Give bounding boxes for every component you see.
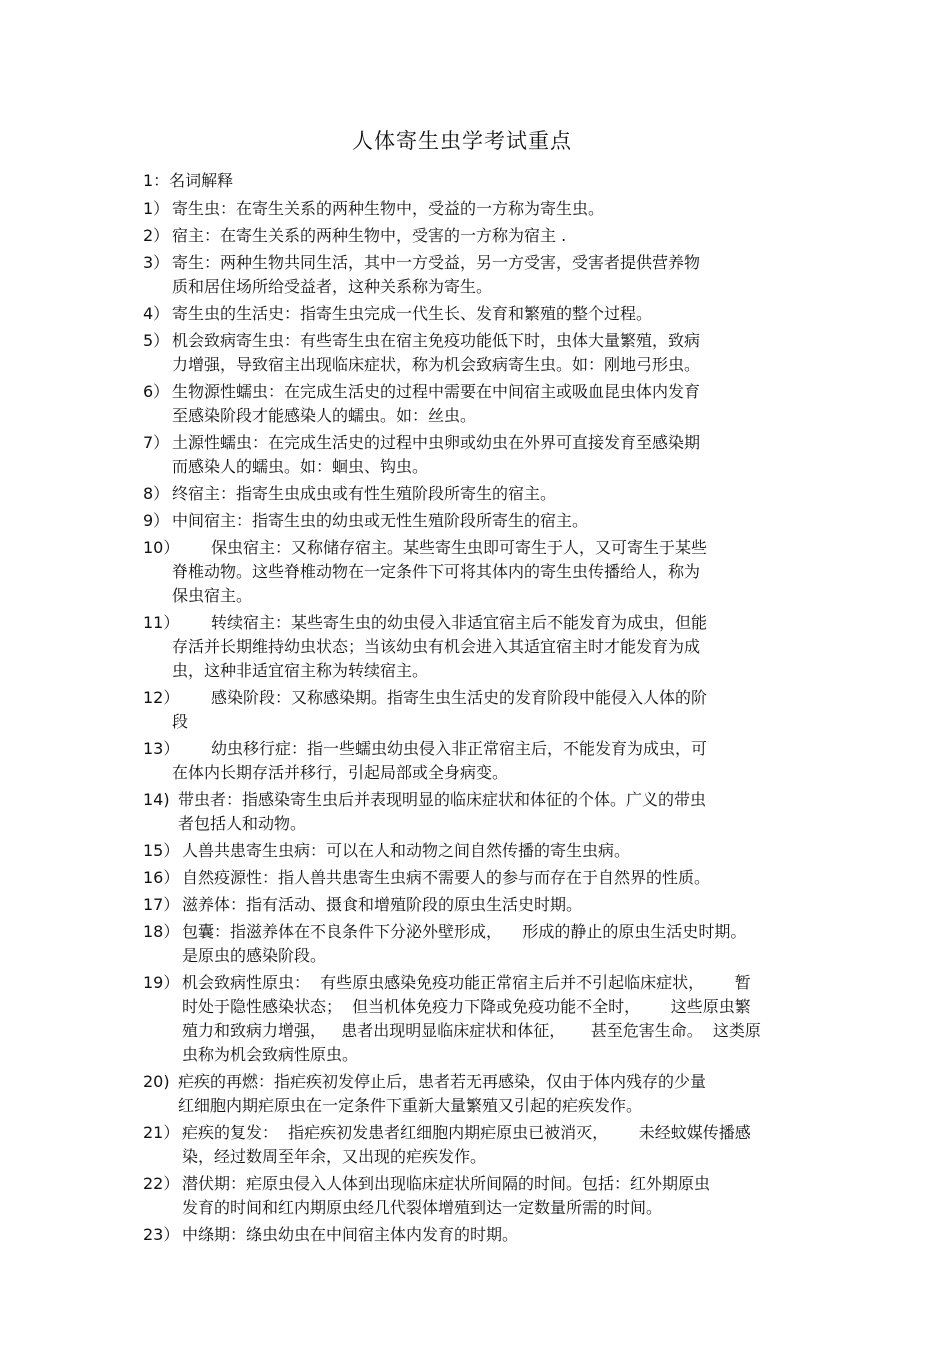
entry-line: 脊椎动物。这些脊椎动物在一定条件下可将其体内的寄生虫传播给人，称为: [172, 562, 701, 581]
entry-line: 寄生虫：在寄生关系的两种生物中，受益的一方称为寄生虫。: [172, 199, 605, 218]
entry-number: 3）: [143, 253, 170, 272]
entry-number: 14): [143, 790, 170, 809]
entry-line: 生物源性蠕虫：在完成生活史的过程中需要在中间宿主或吸血昆虫体内发育: [172, 382, 701, 401]
entry-number: 11）: [143, 613, 180, 632]
entry-number: 8）: [143, 484, 170, 503]
definition-entry: [143, 431, 823, 479]
entry-list: [143, 197, 823, 1247]
entry-line: 寄生虫的生活史：指寄生虫完成一代生长、发育和繁殖的整个过程。: [172, 304, 653, 323]
entry-line: 在体内长期存活并移行，引起局部或全身病变。: [172, 763, 509, 782]
entry-number: 2）: [143, 226, 170, 245]
definition-entry: [143, 1070, 823, 1118]
entry-number: 18）: [143, 922, 180, 941]
definition-entry: [143, 224, 823, 248]
entry-number: 22）: [143, 1174, 180, 1193]
definition-entry: [143, 1172, 823, 1220]
definition-entry: [143, 302, 823, 326]
entry-line: 力增强，导致宿主出现临床症状，称为机会致病寄生虫。如：刚地弓形虫。: [172, 355, 701, 374]
entry-text: [182, 1121, 751, 1169]
entry-number: 10）: [143, 538, 180, 557]
entry-line: 转续宿主：某些寄生虫的幼虫侵入非适宜宿主后不能发育为成虫，但能: [211, 613, 708, 632]
definition-entry: [143, 839, 823, 863]
entry-text: [172, 737, 708, 785]
entry-line: 时处于隐性感染状态； 但当机体免疫力下降或免疫功能不全时， 这些原虫繁: [182, 997, 751, 1016]
entry-line: 虫，这种非适宜宿主称为转续宿主。: [172, 661, 429, 680]
entry-text: [178, 788, 706, 836]
entry-number: 7）: [143, 433, 170, 452]
entry-number: 21）: [143, 1123, 180, 1142]
entry-line: 发育的时间和红内期原虫经几代裂体增殖到达一定数量所需的时间。: [182, 1198, 663, 1217]
entry-number: 12）: [143, 688, 180, 707]
entry-number: 9）: [143, 511, 170, 530]
entry-line: 段: [172, 712, 189, 731]
definition-entry: [143, 611, 823, 683]
entry-text: [182, 1223, 518, 1247]
entry-text: [182, 866, 710, 890]
entry-line: 中绦期：绦虫幼虫在中间宿主体内发育的时期。: [182, 1225, 519, 1244]
definition-entry: [143, 971, 823, 1067]
entry-line: 人兽共患寄生虫病：可以在人和动物之间自然传播的寄生虫病。: [182, 841, 631, 860]
entry-line: 幼虫移行症：指一些蠕虫幼虫侵入非正常宿主后，不能发育为成虫，可: [211, 739, 708, 758]
entry-line: 土源性蠕虫：在完成生活史的过程中虫卵或幼虫在外界可直接发育至感染期: [172, 433, 701, 452]
definition-entry: [143, 329, 823, 377]
entry-text: [172, 431, 700, 479]
entry-text: [172, 224, 566, 248]
entry-text: [182, 893, 582, 917]
definition-entry: [143, 1121, 823, 1169]
entry-number: 19）: [143, 973, 180, 992]
entry-text: [182, 920, 746, 968]
entry-line: 而感染人的蠕虫。如：蛔虫、钩虫。: [172, 457, 429, 476]
entry-line: 至感染阶段才能感染人的蠕虫。如：丝虫。: [172, 406, 477, 425]
entry-line: 自然疫源性：指人兽共患寄生虫病不需要人的参与而存在于自然界的性质。: [182, 868, 711, 887]
entry-line: 机会致病性原虫： 有些原虫感染免疫功能正常宿主后并不引起临床症状， 暂: [182, 973, 751, 992]
entry-line: 寄生：两种生物共同生活，其中一方受益，另一方受害，受害者提供营养物: [172, 253, 701, 272]
entry-text: [172, 536, 708, 608]
entry-text: [182, 839, 630, 863]
entry-line: 者包括人和动物。: [178, 814, 307, 833]
entry-number: 13）: [143, 739, 180, 758]
definition-entry: [143, 737, 823, 785]
entry-line: 宿主：在寄生关系的两种生物中，受害的一方称为宿主 .: [172, 226, 567, 245]
entry-text: [178, 1070, 706, 1118]
entry-text: [172, 380, 700, 428]
entry-text: [172, 329, 700, 377]
definition-entry: [143, 686, 823, 734]
section-heading: 1：名词解释: [143, 171, 234, 190]
definition-entry: [143, 866, 823, 890]
entry-number: 1）: [143, 199, 170, 218]
definition-entry: [143, 482, 823, 506]
entry-text: [182, 1172, 710, 1220]
entry-line: 疟疾的复发： 指疟疾初发患者红细胞内期疟原虫已被消灭， 未经蚊媒传播感: [182, 1123, 751, 1142]
entry-text: [172, 197, 604, 221]
entry-line: 潜伏期：疟原虫侵入人体到出现临床症状所间隔的时间。包括：红外期原虫: [182, 1174, 711, 1193]
entry-number: 16）: [143, 868, 180, 887]
entry-text: [172, 509, 588, 533]
document-title: 人体寄生虫学考试重点: [352, 129, 572, 153]
entry-number: 5）: [143, 331, 170, 350]
entry-text: [172, 686, 708, 734]
definition-entry: [143, 893, 823, 917]
definition-entry: [143, 920, 823, 968]
entry-number: 17）: [143, 895, 180, 914]
entry-line: 存活并长期维持幼虫状态；当该幼虫有机会进入其适宜宿主时才能发育为成: [172, 637, 701, 656]
entry-line: 染，经过数周至年余，又出现的疟疾发作。: [182, 1147, 487, 1166]
entry-number: 4）: [143, 304, 170, 323]
definition-entry: [143, 509, 823, 533]
document-body: [143, 169, 823, 1250]
entry-line: 终宿主：指寄生虫成虫或有性生殖阶段所寄生的宿主。: [172, 484, 557, 503]
entry-line: 中间宿主：指寄生虫的幼虫或无性生殖阶段所寄生的宿主。: [172, 511, 589, 530]
entry-number: 23）: [143, 1225, 180, 1244]
entry-line: 是原虫的感染阶段。: [182, 946, 327, 965]
entry-line: 质和居住场所给受益者，这种关系称为寄生。: [172, 277, 493, 296]
definition-entry: [143, 380, 823, 428]
entry-line: 殖力和致病力增强， 患者出现明显临床症状和体征， 甚至危害生命。 这类原: [182, 1021, 761, 1040]
definition-entry: [143, 251, 823, 299]
entry-number: 20): [143, 1072, 170, 1091]
definition-entry: [143, 197, 823, 221]
entry-text: [182, 971, 761, 1067]
entry-line: 包囊：指滋养体在不良条件下分泌外壁形成， 形成的静止的原虫生活史时期。: [182, 922, 747, 941]
entry-line: 保虫宿主：又称储存宿主。某些寄生虫即可寄生于人，又可寄生于某些: [211, 538, 708, 557]
definition-entry: [143, 1223, 823, 1247]
entry-line: 滋养体：指有活动、摄食和增殖阶段的原虫生活史时期。: [182, 895, 583, 914]
entry-line: 带虫者：指感染寄生虫后并表现明显的临床症状和体征的个体。广义的带虫: [178, 790, 707, 809]
definition-entry: [143, 788, 823, 836]
entry-line: 红细胞内期疟原虫在一定条件下重新大量繁殖又引起的疟疾发作。: [178, 1096, 643, 1115]
entry-line: 疟疾的再燃：指疟疾初发停止后，患者若无再感染，仅由于体内残存的少量: [178, 1072, 707, 1091]
entry-number: 15）: [143, 841, 180, 860]
entry-line: 保虫宿主。: [172, 586, 253, 605]
entry-line: 虫称为机会致病性原虫。: [182, 1045, 359, 1064]
entry-text: [172, 611, 708, 683]
entry-text: [172, 302, 652, 326]
entry-number: 6）: [143, 382, 170, 401]
definition-entry: [143, 536, 823, 608]
entry-text: [172, 251, 700, 299]
entry-line: 机会致病寄生虫：有些寄生虫在宿主免疫功能低下时，虫体大量繁殖，致病: [172, 331, 701, 350]
entry-line: 感染阶段：又称感染期。指寄生虫生活史的发育阶段中能侵入人体的阶: [211, 688, 708, 707]
entry-text: [172, 482, 556, 506]
